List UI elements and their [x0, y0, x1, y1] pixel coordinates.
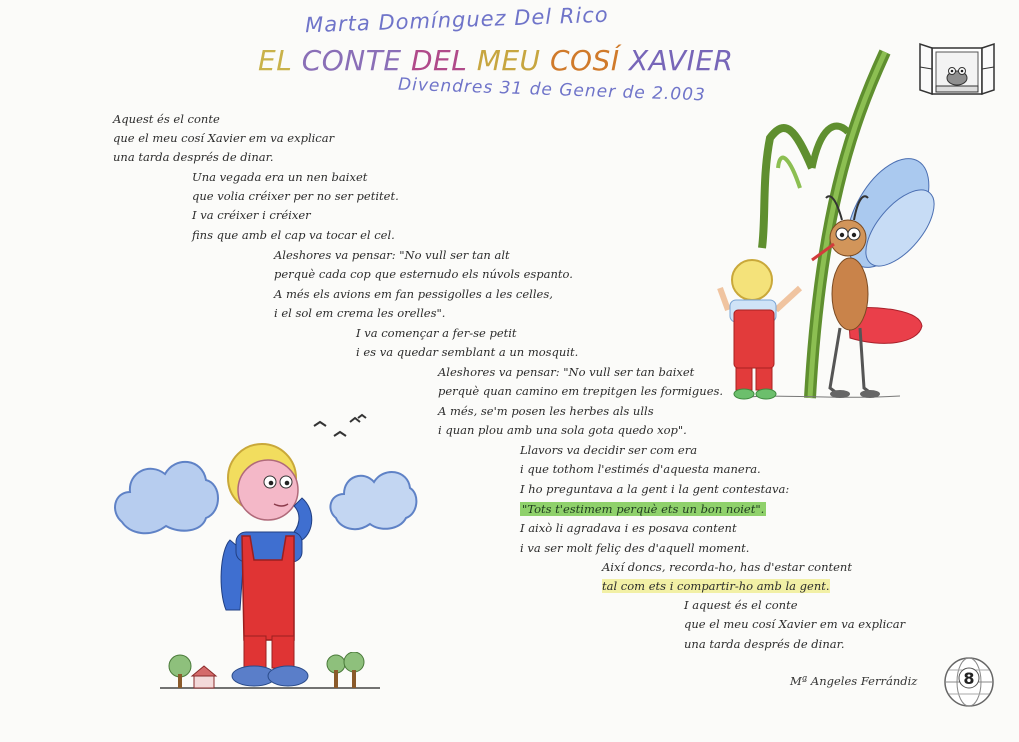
poem-line-highlighted: [520, 502, 766, 516]
poem-line: i el sol em crema les orelles".: [274, 306, 446, 320]
poem-line: Una vegada era un nen baixet: [192, 170, 368, 184]
title-word: MEU: [476, 44, 550, 77]
birds-icon: [312, 412, 372, 442]
cloud-icon: [326, 462, 418, 534]
illustrator-credit: Mª Angeles Ferrándiz: [790, 674, 918, 688]
poem-line: Aleshores va pensar: "No vull ser tan alt: [274, 248, 510, 262]
poem-line: que el meu cosí Xavier em va explicar: [684, 617, 906, 631]
page-number-badge: [938, 656, 1000, 708]
poem-line-highlighted: [602, 579, 830, 593]
poem-line: fins que amb el cap va tocar el cel.: [192, 228, 395, 242]
poem-line: que volia créixer per no ser petitet.: [192, 189, 399, 203]
poem-line: Aleshores va pensar: "No vull ser tan baixet: [438, 365, 695, 379]
poem-line: i quan plou amb una sola gota quedo xop".: [438, 423, 687, 437]
title-word: CONTE: [301, 44, 411, 77]
poem-line: A més, se'm posen les herbes als ulls: [438, 404, 654, 418]
cloud-icon: [110, 452, 222, 538]
poem-line: i va ser molt feliç des d'aquell moment.: [520, 541, 750, 555]
poem-line: i es va quedar semblant a un mosquit.: [356, 345, 579, 359]
page-number: 8: [963, 669, 975, 688]
mosquito-and-child-illustration: [700, 48, 940, 408]
title-word: COSÍ: [549, 44, 629, 77]
poem-line: I va començar a fer-se petit: [356, 326, 517, 340]
highlighted-moral: tal com ets i compartir-ho amb la gent.: [602, 579, 830, 593]
poem-line: que el meu cosí Xavier em va explicar: [113, 131, 335, 145]
author-name: Marta Domínguez Del Rico: [304, 2, 610, 38]
poem-line: Així doncs, recorda-ho, has d'estar content: [602, 560, 852, 574]
poem-line: I va créixer i créixer: [192, 208, 311, 222]
poem-line: perquè cada cop que esternudo els núvols espanto.: [274, 267, 573, 281]
poem-line: i que tothom l'estimés d'aquesta manera.: [520, 462, 761, 476]
page-title: [258, 44, 733, 77]
poem-line: Aquest és el conte: [113, 112, 220, 126]
poem-line: Llavors va decidir ser com era: [520, 443, 698, 457]
poem-line: I aquest és el conte: [684, 598, 798, 612]
poem-line: A més els avions em fan pessigolles a les celles,: [274, 287, 553, 301]
poem-line: una tarda després de dinar.: [684, 637, 845, 651]
village-scene-illustration: [160, 652, 380, 692]
poem-line: una tarda després de dinar.: [113, 150, 274, 164]
title-word: EL: [258, 44, 302, 77]
title-word: XAVIER: [628, 44, 734, 77]
highlighted-quote: "Tots t'estimem perquè ets un bon noiet".: [522, 502, 765, 516]
title-word: DEL: [410, 44, 477, 77]
date-line: Divendres 31 de Gener de 2.003: [397, 74, 707, 106]
poem-line: I això li agradava i es posava content: [520, 521, 737, 535]
poem-line: perquè quan camino em trepitgen les formigues.: [438, 384, 724, 398]
poem-line: I ho preguntava a la gent i la gent contestava:: [520, 482, 790, 496]
